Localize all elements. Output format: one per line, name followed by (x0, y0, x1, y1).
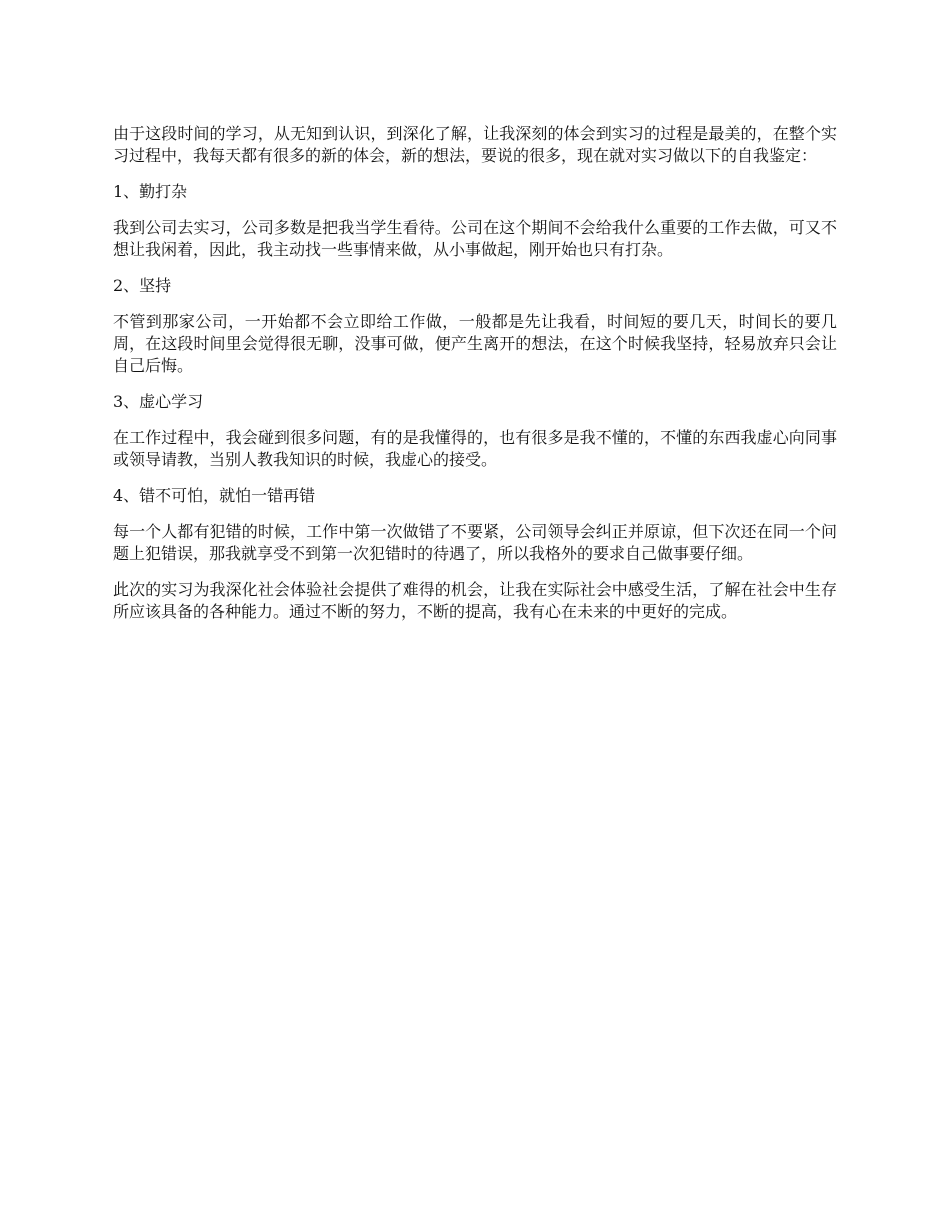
document-body (113, 123, 837, 637)
section-heading-1: 1、勤打杂 (113, 182, 188, 201)
intro-paragraph: 由于这段时间的学习，从无知到认识，到深化了解，让我深刻的体会到实习的过程是最美的，在整个实习过程中，我每天都有很多的新的体会，新的想法，要说的很多，现在就对实习做以下的自我鉴定： (113, 124, 837, 165)
conclusion-paragraph: 此次的实习为我深化社会体验社会提供了难得的机会，让我在实际社会中感受生活，了解在社会中生存所应该具备的各种能力。通过不断的努力，不断的提高，我有心在未来的中更好的完成。 (113, 580, 837, 621)
section-heading-3: 3、虚心学习 (113, 392, 204, 411)
section-paragraph-3: 在工作过程中，我会碰到很多问题，有的是我懂得的，也有很多是我不懂的，不懂的东西我虚心向同事或领导请教，当别人教我知识的时候，我虚心的接受。 (113, 428, 837, 469)
section-paragraph-1: 我到公司去实习，公司多数是把我当学生看待。公司在这个期间不会给我什么重要的工作去做，可又不想让我闲着，因此，我主动找一些事情来做，从小事做起，刚开始也只有打杂。 (113, 218, 837, 259)
section-heading-2: 2、坚持 (113, 276, 172, 295)
section-paragraph-4: 每一个人都有犯错的时候，工作中第一次做错了不要紧，公司领导会纠正并原谅，但下次还在同一个问题上犯错误，那我就享受不到第一次犯错时的待遇了，所以我格外的要求自己做事要仔细。 (113, 522, 837, 563)
section-heading-4: 4、错不可怕，就怕一错再错 (113, 486, 316, 505)
section-paragraph-2: 不管到那家公司，一开始都不会立即给工作做，一般都是先让我看，时间短的要几天，时间长的要几周，在这段时间里会觉得很无聊，没事可做，便产生离开的想法，在这个时候我坚持，轻易放弃只会让自己后悔。 (113, 312, 837, 375)
